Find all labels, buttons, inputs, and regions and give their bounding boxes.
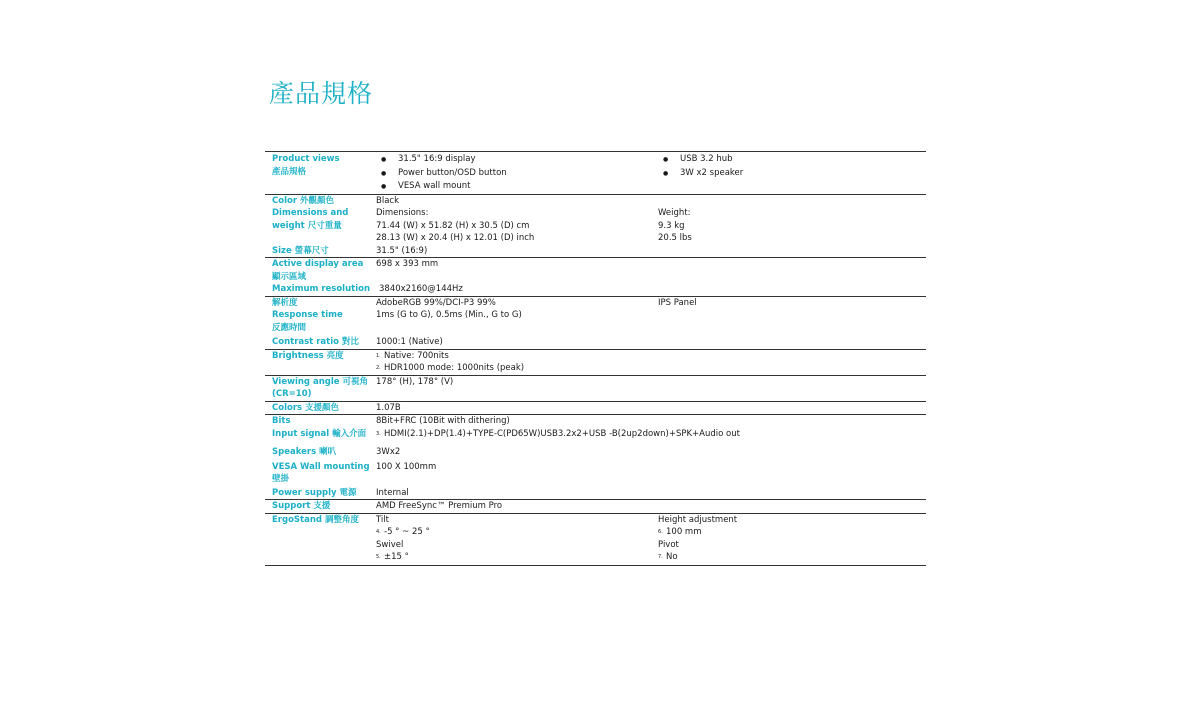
weight-kg: 9.3 kg: [658, 220, 685, 231]
key-response: Response time: [272, 310, 343, 320]
value-speakers: 3Wx2: [376, 447, 401, 457]
row-support: [265, 500, 926, 514]
key-viewing-angle: Viewing angle 可視角: [272, 376, 368, 387]
row-active-area: [265, 258, 926, 284]
pivot-label: Pivot: [658, 539, 679, 550]
value-max-resolution: 3840x2160@144Hz: [379, 284, 463, 294]
height-value: 6. 100 mm: [658, 527, 702, 537]
spec-table: [265, 151, 926, 566]
swivel-value: 5. ±15 °: [376, 552, 409, 562]
list-item: ● 3W x2 speaker: [658, 167, 926, 181]
row-dimensions: [265, 207, 926, 245]
value-size: 31.5" (16:9): [376, 245, 428, 256]
row-gamut: [265, 296, 926, 309]
value-input: 3. HDMI(2.1)+DP(1.4)+TYPE-C(PD65W)USB3.2x2+USB -B(2up2down)+SPK+Audio out: [376, 428, 740, 439]
key-vesa-zh: 壁掛: [272, 474, 290, 484]
weight-lbs: 20.5 lbs: [658, 233, 692, 243]
value-response: 1ms (G to G), 0.5ms (Min., G to G): [376, 310, 522, 320]
key-brightness: Brightness 亮度: [265, 349, 376, 375]
value-gamut: AdobeRGB 99%/DCI-P3 99%: [376, 296, 658, 309]
dimensions-inch: 28.13 (W) x 20.4 (H) x 12.01 (D) inch: [376, 233, 535, 243]
pivot-value: 7. No: [658, 552, 678, 562]
tilt-label: Tilt: [376, 514, 389, 525]
key-dimensions-zh: weight 尺寸重量: [272, 220, 342, 231]
row-response: [265, 309, 926, 334]
list-item: 2. HDR1000 mode: 1000nits (peak): [376, 363, 525, 373]
list-item: ● USB 3.2 hub: [658, 153, 926, 167]
value-panel: IPS Panel: [658, 296, 926, 309]
row-max-resolution: [265, 283, 926, 296]
list-item: 1. Native: 700nits: [376, 350, 449, 361]
key-product-views: Product views: [272, 154, 340, 164]
value-colors: 1.07B: [376, 401, 658, 415]
key-active-area-zh: 顯示區域: [272, 271, 307, 282]
row-input: [265, 428, 926, 441]
value-bits: 8Bit+FRC (10Bit with dithering): [376, 415, 658, 428]
value-color: Black: [376, 194, 658, 207]
page-title: 產品規格: [269, 79, 374, 108]
tilt-value: 4. -5 ° ~ 25 °: [376, 527, 430, 537]
swivel-label: Swivel: [376, 539, 404, 550]
list-item: ● VESA wall mount: [376, 180, 658, 194]
row-bits: [265, 415, 926, 428]
row-color: [265, 194, 926, 207]
row-power: [265, 486, 926, 500]
height-label: Height adjustment: [658, 514, 738, 525]
value-contrast: 1000:1 (Native): [376, 337, 443, 347]
key-bits: Bits: [265, 415, 376, 428]
row-brightness: [265, 349, 926, 375]
key-active-area: Active display area: [272, 259, 364, 269]
key-gamut: 解析度: [265, 296, 376, 309]
value-active-area: 698 x 393 mm: [376, 258, 658, 284]
value-power: Internal: [376, 487, 409, 498]
key-support: Support 支援: [265, 500, 376, 514]
row-speakers: [265, 446, 926, 459]
dimensions-label: Dimensions:: [376, 208, 429, 218]
list-item: ● 31.5" 16:9 display: [376, 153, 658, 167]
key-colors: Colors 支援顏色: [265, 401, 376, 415]
key-color: Color 外觀顏色: [265, 194, 376, 207]
row-contrast: [265, 334, 926, 349]
dimensions-cm: 71.44 (W) x 51.82 (H) x 30.5 (D) cm: [376, 220, 530, 231]
row-viewing-angle: [265, 375, 926, 401]
row-product-views: [265, 152, 926, 195]
key-viewing-angle-cr: (CR=10): [272, 389, 312, 399]
key-product-views-zh: 產品規格: [272, 166, 307, 177]
key-max-resolution: Maximum resolution: [272, 284, 371, 294]
weight-label: Weight:: [658, 208, 691, 218]
key-speakers: Speakers 喇叭: [272, 447, 337, 457]
key-ergostand: ErgoStand 調整角度: [265, 513, 376, 565]
value-viewing-angle: 178° (H), 178° (V): [376, 375, 658, 401]
key-contrast: Contrast ratio 對比: [272, 337, 359, 347]
key-size: Size 螢幕尺寸: [272, 245, 329, 256]
key-vesa: VESA Wall mounting: [272, 461, 370, 472]
key-response-zh: 反應時間: [272, 322, 307, 333]
key-input: Input signal 輸入介面: [272, 428, 367, 439]
list-item: ● Power button/OSD button: [376, 167, 658, 181]
value-vesa: 100 X 100mm: [376, 461, 437, 472]
row-colors: [265, 401, 926, 415]
row-ergostand: [265, 513, 926, 565]
row-size: [265, 245, 926, 258]
row-vesa: [265, 459, 926, 486]
value-support: AMD FreeSync™ Premium Pro: [376, 500, 658, 514]
key-dimensions: Dimensions and: [272, 208, 349, 218]
key-power: Power supply 電源: [272, 487, 357, 498]
